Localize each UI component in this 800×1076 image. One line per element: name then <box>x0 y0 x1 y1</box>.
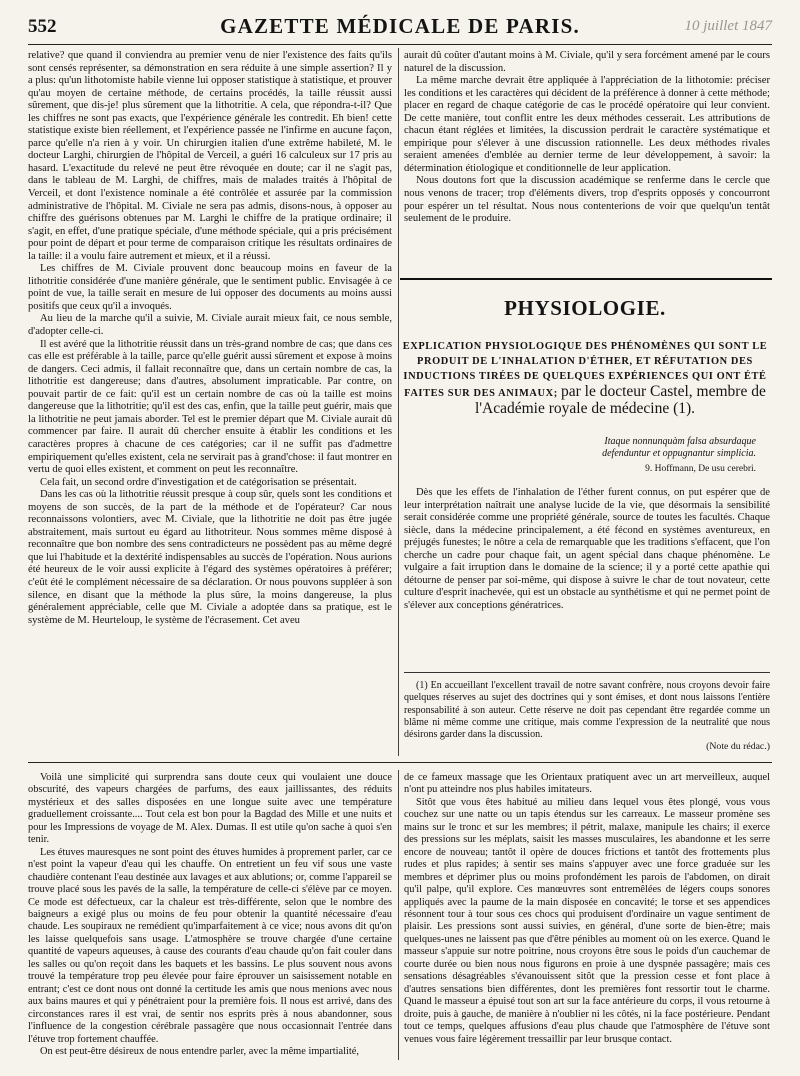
physiology-section <box>400 296 770 612</box>
paragraph: de ce fameux massage que les Orientaux pratiquent avec un art merveilleux, auquel n'ont pu atteindre nos plus habiles imitateurs. <box>404 772 770 796</box>
section-heading: PHYSIOLOGIE. <box>504 296 666 320</box>
right-column <box>404 50 770 226</box>
footnote <box>404 680 770 754</box>
newspaper-title: GAZETTE MÉDICALE DE PARIS. <box>220 14 580 38</box>
page-number: 552 <box>28 16 57 37</box>
article-body <box>404 487 770 612</box>
paragraph: Les étuves mauresques ne sont point des étuves humides à proprement parler, car ce n'est point la vapeur d'eau qui les chauffe. On entretient un feu vif sous une vaste chaudière contenant l'eau destinée aux lavages et aux ablutions; or, comme l'appareil se trouve placé sous les pavés de la salle, la température de celle-ci s'élève par ce moyen. Ce mode est défectueux, car la chaleur est très-différente, selon que le nombre des baigneurs a exigé plus ou moins de feu pour obtenir la quantité nécessaire d'eau chaude. Les soupiraux ne remédient qu'imparfaitement à ce vice; nous avons dit qu'on les laisse quelquefois sans usage. L'atmosphère se trouve chargée d'une certaine quantité de vapeurs aqueuses, à cause des courants d'eau chaude qu'on fait couler dans les salles ou qu'on reçoit dans les baquets et les bassins. Le plus souvent nous avons trouvé la température trop peu élevée pour faire éprouver un saisissement notable en entrant; c'est ce dont nous ont donné la certitude les amis que nous menions avec nous aux bains maures et qui y pénétraient pour la première fois. Il nous est arrivé, dans des circonstances rares il est vrai, de sentir nos esprits près à nous abandonner, sous l'influence de la congestion cérébrale passagère que nous occasionnait l'entrée dans l'étuve trop fortement chauffée. <box>28 846 392 1045</box>
issue-date: 10 juillet 1847 <box>684 18 772 34</box>
column-rule <box>398 48 399 756</box>
paragraph: Nous doutons fort que la discussion académique se renferme dans le cercle que nous venons de tracer; trop d'éléments divers, trop d'esprits opposés y concourront pour espérer un tel résultat. Nous nous contenterions de voir que quelqu'un tentât seulement de le produire. <box>404 175 770 225</box>
paragraph: Cela fait, un second ordre d'investigation et de catégorisation se présentait. <box>40 476 357 488</box>
article-title-main: EXPLICATION PHYSIOLOGIQUE DES PHÉNOMÈNES QUI SONT LE PRODUIT DE L'INHALATION D'ÉTHER, ET RÉFUTATION DES INDUCTIONS TIRÉES DE QUELQUES EXPÉRIENCES QUI ONT ÉTÉ FAITES SUR DES ANIMAUX; <box>402 341 768 399</box>
paragraph: aurait dû coûter d'autant moins à M. Civiale, qu'il y sera forcément amené par le cours naturel de la discussion. <box>404 50 770 74</box>
paragraph: Au lieu de la marche qu'il a suivie, M. Civiale aurait mieux fait, ce nous semble, d'adopter celle-ci. <box>28 313 392 338</box>
page-header <box>28 14 772 40</box>
epigraph-line: Itaque nonnunquàm falsa absurdaque <box>604 436 756 447</box>
article-title <box>400 339 770 418</box>
paragraph: Il est avéré que la lithotritie réussit dans un très-grand nombre de cas; que dans ces cas elle est préférable à la taille, parce qu'elle guérit aussi sûrement et expose à moins de dangers. Ceci admis, il fallait reconnaître que, dans un certain nombre de cas, la lithotritie est dangereuse; dans d'autres, absolument impraticable. Par contre, on pouvait partir de ce fait: qu'il est un certain nombre de cas où la taille est moins dangereuse que la lithotritie; qu'il est des cas, enfin, que la taille peut guérir, mais que la lithotritie ne peut jamais aborder. Tel est le premier départ que M. Civiale aurait dû commencer par faire. Il aurait dû chercher ensuite à établir les conditions et les caractères propres à chacune de ces catégories; car il ne suffit pas d'admettre empiriquement qu'elles existent, cela ne servirait pas à grand'chose: il faut montrer en vertu de quoi elles existent, et comment on peut les reconnaître. <box>28 338 392 476</box>
feuilleton-right-column <box>404 772 770 1046</box>
footnote-text: (1) En accueillant l'excellent travail de notre savant confrère, nous croyons devoir faire quelques réserves au sujet des doctrines qui y sont émises, et dont nous laissons l'entière responsabilité à son auteur. Cette réserve ne doit pas cependant être regardée comme un blâme ni même comme une critique, mais comme l'expression de la neutralité que nous désirons garder dans la discussion. <box>404 680 770 741</box>
paragraph: Voilà une simplicité qui surprendra sans doute ceux qui voulaient une douce obscurité, des vapeurs chargées de parfums, des eaux jaillissantes, des réduits mystérieux et des salles disposées en une longue suite avec une température graduellement croissante.... Tout cela est bon pour la Bagdad des Mille et une nuits et pour les Impressions de voyage de M. Alex. Dumas. Il est utile qu'on sache à quoi s'en tenir. <box>28 772 392 846</box>
paragraph: Dès que les effets de l'inhalation de l'éther furent connus, on put espérer que de leur interprétation naîtrait une analyse lucide de la vie, que désormais la sensibilité serait considérée comme une propriété générale, source de toutes les facultés. Chaque siècle, dans la médecine principalement, a été fécond en systèmes aventureux, en préjugés funestes; le nôtre a cela de remarquable que les traditions s'effacent, que l'on cherche un cadre pour chaque fait, un agent spécial dans chaque phénomène. Le vulgaire a fait irruption dans le domaine de la science; il y a porté cette apathie qui détourne de penser par soi-même, qui dispose à suivre le char de tout novateur, cette culture d'esprit inachevée, qui est un obstacle au synthétisme et qui ne permet point de s'élever aux conceptions génératrices. <box>404 487 770 611</box>
epigraph-source: 9. Hoffmann, De usu cerebri. <box>645 464 756 474</box>
paragraph: On est peut-être désireux de nous entendre parler, avec la même impartialité, <box>40 1045 359 1057</box>
footnote-rule <box>404 672 770 673</box>
feuilleton-left-column <box>28 772 392 1058</box>
left-column <box>28 50 392 627</box>
header-rule <box>28 44 772 45</box>
paragraph: relative? que quand il conviendra au premier venu de nier l'existence des faits qu'ils sont censés représenter, sa démonstration en sera réduite à une simple assertion? Il y a plus: qu'un lithotomiste habile vienne lui opposer statistique à statistique, et prouver qu'au moyen de certaine méthode, de certains procédés, la taille réussit aussi sûrement, que dis-je! plus sûrement que la lithotritie. A cela, que répondra-t-il? Que les chiffres ne sont pas exacts, que l'expérience générale les contredit. Eh bien! cette statistique existe bien réellement, et l'expérience passée ne l'infirme en aucune façon, parce qu'elle n'a rien à y voir. Un chirurgien italien d'une extrême habileté, M. le docteur Larghi, chirurgien de l'hôpital de Verceil, a guéri 16 calculeux sur 17 pris au hasard. L'exactitude du relevé ne peut être révoquée en doute; car il ne s'agit pas, dans le tableau de M. Larghi, de chiffres, mais de malades traités à l'hôpital de Verceil, et dont l'existence nominale a été contrôlée et assurée par la commission administrative de l'hôpital. M. Civiale ne sera pas admis, disons-nous, à opposer au chiffre des guérisons obtenues par M. Larghi le chiffre de la pratique ordinaire; il s'agit, en effet, d'une pratique spéciale, d'une méthode spéciale, qui a pris précisément pour point de départ et pour terme de comparaison critique les résultats ordinaires de la taille: il a voulu faire autrement et mieux, et il a réussi. <box>28 50 392 262</box>
section-rule <box>400 278 772 280</box>
paragraph: La même marche devrait être appliquée à l'appréciation de la lithotomie: préciser les conditions et les caractères qui décident de la préférence à donner à cette méthode; placer en regard de chaque catégorie de cas le procédé opératoire qui leur convient. De cette manière, tout conflit entre les deux méthodes cesserait. Les attributions de chacun étant réglées et limitées, la discussion perdrait le caractère systématique et empirique pour s'élever à une discussion rationnelle. Les deux méthodes rivales seraient amenées d'emblée au dernier terme de leur développement, à savoir: la détermination étiologique et conditionnelle de leur application. <box>404 75 770 174</box>
epigraph <box>400 436 756 475</box>
article-author: par le docteur Castel, membre de l'Académie royale de médecine (1). <box>474 383 766 417</box>
paragraph: Dans les cas où la lithotritie réussit presque à coup sûr, quels sont les conditions et moyens de son succès, de la part de la méthode et de l'opérateur? Car nous reconnaissons volontiers, avec M. Civiale, que la lithotritie ne doit pas être jugée abstraitement, mais surtout eu égard au lithotriteur. Nous sommes même disposé à reconnaître que bon nombre des sens contradicteurs ne possèdent pas au même degré que lui l'habitude et la dextérité indispensables au succès de l'opération. Nous aurions été heureux de le voir aussi explicite à l'égard des systèmes opératoires à préférer; c'eût été le complément nécessaire de sa déclaration. Or nous pouvons suppléer à son silence, en disant que la méthode la plus sûre, la moins dangereuse, la plus généralement appréciable, celle que M. Civiale a adoptée dans sa pratique, est le système de M. Heurteloup, le système de l'écrasement. Cet aveu <box>28 489 392 626</box>
feuilleton-rule <box>28 762 772 763</box>
epigraph-line: defenduntur et oppugnantur simplicia. <box>602 448 756 459</box>
paragraph: Sitôt que vous êtes habitué au milieu dans lequel vous êtes plongé, vous vous couchez sur une natte ou un tapis étendus sur les carreaux. Le masseur promène ses mains sur le tronc et sur les membres; il pétrit, malaxe, manipule les chairs; il exerce des pressions sur les méplats, saisit les masses musculaires, les abandonne et les serre encore de nouveau; tantôt il opère de douces frictions et tantôt des frottements plus rudes et plus rapides; à sentir ses mains s'appuyer avec une force graduée sur les membres et déprimer plus ou moins profondément les parois de l'abdomen, on dirait qu'il palpe, qu'il explore. Ces manœuvres sont entremêlées de légers coups sonores appliqués avec la paume de la main disposée en concavité; le torse et ses appendices résonnent tour à tour sous ces chocs qui produisent d'ordinaire un vague sentiment de plaisir. Les pressions sont aussi suivies, en général, d'une sorte de bien-être; mais quelques-unes ne laissent pas que d'être pénibles au moment où on les exerce. Quand le masseur s'appuie sur notre poitrine, nous croyons être sous le poids d'un cauchemar de courte durée ou bien nous nous figurons en proie à une dyspnée passagère; mais ces sensations désagréables s'évanouissent sitôt que la pression cesse et font place à d'autres sensations bien différentes, dont les premières font ressortir tout le charme. Quand le masseur a épuisé tout son art sur la face antérieure du corps, il vous retourne à droite, puis à gauche, de manière à n'oublier ni les côtés, ni la face postérieure. Pendant tout ce temps, quelques affusions d'eau plus chaude que l'atmosphère de l'étuve sont venues vous faire légèrement tressaillir par leur brusque contact. <box>404 796 770 1045</box>
paragraph: Les chiffres de M. Civiale prouvent donc beaucoup moins en faveur de la lithotritie considérée d'une manière générale, que le sentiment public. Envisagée à ce point de vue, la taille serait en mesure de lui opposer des documents au moins aussi positifs que ceux qu'il a invoqués. <box>28 263 392 312</box>
column-rule <box>398 770 399 1060</box>
footnote-signature: (Note du rédac.) <box>706 741 770 753</box>
